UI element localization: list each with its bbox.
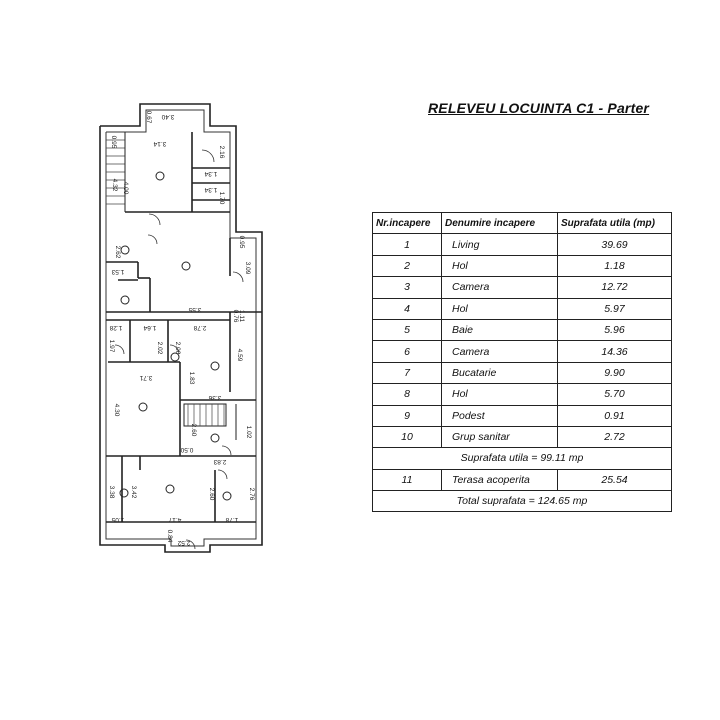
room-marker-icon (166, 485, 174, 493)
dimension-label: 2.00 (174, 341, 181, 355)
room-marker-icon (223, 492, 231, 500)
dimension-label: 2.83 (213, 458, 227, 465)
dimension-label: 1.97 (108, 339, 115, 353)
dimension-label: 1.34 (204, 186, 218, 193)
dimension-label: 0.95 (110, 135, 117, 149)
room-nr: 3 (373, 277, 442, 298)
dimension-label: 0.50 (180, 446, 194, 453)
dimension-label: 1.28 (109, 324, 123, 331)
room-marker-icon (211, 434, 219, 442)
room-nr: 5 (373, 319, 442, 340)
dimension-label: 2.76 (248, 487, 255, 501)
room-name: Camera (442, 341, 558, 362)
table-row (373, 298, 672, 319)
dimension-label: 4.32 (111, 178, 118, 192)
room-name: Baie (442, 319, 558, 340)
total-row (373, 491, 672, 512)
room-name: Hol (442, 255, 558, 276)
subtotal-row (373, 448, 672, 469)
dimension-label: 1.34 (204, 170, 218, 177)
dimension-label: 1.53 (111, 268, 125, 275)
dimension-label: 1.83 (188, 371, 195, 385)
room-nr: 1 (373, 234, 442, 255)
dimension-label: 1.70 (218, 191, 225, 205)
room-name: Living (442, 234, 558, 255)
dimension-label: 0.84 (166, 529, 173, 543)
room-area: 39.69 (558, 234, 672, 255)
dimension-label: 3.42 (130, 485, 137, 499)
door-swing (149, 214, 160, 225)
room-marker-icon (156, 172, 164, 180)
door-swing (202, 150, 214, 162)
dimension-label: 3.71 (139, 374, 153, 381)
room-name: Grup sanitar (442, 426, 558, 447)
terrace-row (373, 469, 672, 490)
dimension-label: 3.09 (244, 261, 251, 275)
dimension-label: 2.02 (156, 341, 163, 355)
room-area: 5.96 (558, 319, 672, 340)
room-name: Camera (442, 277, 558, 298)
total-text: Total suprafata = 124.65 mp (373, 491, 672, 512)
table-row (373, 319, 672, 340)
table-row (373, 341, 672, 362)
terrace-name: Terasa acoperita (442, 469, 558, 490)
table-row (373, 426, 672, 447)
dimension-label: 2.62 (114, 245, 121, 259)
room-nr: 6 (373, 341, 442, 362)
room-nr: 4 (373, 298, 442, 319)
room-nr: 10 (373, 426, 442, 447)
dimension-label: 3.36 (208, 394, 222, 401)
inner-wall (106, 110, 256, 546)
dimension-label: 3.14 (153, 140, 167, 147)
room-marker-icon (211, 362, 219, 370)
room-area: 9.90 (558, 362, 672, 383)
dimension-label: 3.38 (108, 485, 115, 499)
dimension-label: 3.55 (188, 306, 202, 313)
door-swing (115, 345, 124, 354)
room-name: Bucatarie (442, 362, 558, 383)
dimension-label: 2.60 (208, 487, 215, 501)
header-area: Suprafata utila (mp) (558, 213, 672, 234)
door-swing (222, 446, 231, 455)
room-marker-icon (121, 296, 129, 304)
room-marker-icon (182, 262, 190, 270)
header-nr: Nr.incapere (373, 213, 442, 234)
dimension-label: 2.78 (193, 324, 207, 331)
dimension-label: 1.11 (238, 309, 245, 323)
room-area: 2.72 (558, 426, 672, 447)
header-name: Denumire incapere (442, 213, 558, 234)
room-area: 1.18 (558, 255, 672, 276)
door-swing (233, 272, 243, 282)
table-row (373, 362, 672, 383)
rooms-table (372, 212, 672, 512)
dimension-label: 0.67 (145, 110, 152, 124)
subtotal-text: Suprafata utila = 99.11 mp (373, 448, 672, 469)
door-swing (218, 470, 227, 479)
dimension-label: 1.78 (225, 516, 239, 523)
table-row (373, 384, 672, 405)
terrace-nr: 11 (373, 469, 442, 490)
room-area: 5.70 (558, 384, 672, 405)
door-swing (148, 235, 157, 244)
outer-wall (100, 104, 262, 552)
room-area: 0.91 (558, 405, 672, 426)
room-area: 14.36 (558, 341, 672, 362)
room-area: 5.97 (558, 298, 672, 319)
dimension-label: 1.05 (111, 516, 125, 523)
room-name: Hol (442, 384, 558, 405)
terrace-area: 25.54 (558, 469, 672, 490)
dimension-label: 2.16 (218, 145, 225, 159)
dimension-label: 0.76 (232, 309, 239, 323)
table-row (373, 405, 672, 426)
table-header-row (373, 213, 672, 234)
table-row (373, 255, 672, 276)
room-marker-icon (121, 246, 129, 254)
table-row (373, 277, 672, 298)
room-nr: 8 (373, 384, 442, 405)
room-nr: 7 (373, 362, 442, 383)
room-name: Hol (442, 298, 558, 319)
dimension-label: 4.00 (122, 181, 129, 195)
dimension-label: 3.40 (161, 113, 175, 120)
dimension-label: 0.95 (238, 235, 245, 249)
dimension-label: 2.60 (190, 423, 197, 437)
room-nr: 9 (373, 405, 442, 426)
dimension-label: 4.30 (113, 403, 120, 417)
room-name: Podest (442, 405, 558, 426)
room-marker-icon (139, 403, 147, 411)
room-area: 12.72 (558, 277, 672, 298)
dimension-label: 2.52 (177, 539, 191, 546)
plan-title: RELEVEU LOCUINTA C1 - Parter (428, 100, 650, 116)
dimension-label: 1.02 (245, 425, 252, 439)
table-row (373, 234, 672, 255)
dimension-label: 4.59 (236, 348, 243, 362)
dimension-label: 4.17 (168, 516, 182, 523)
dimension-label: 1.64 (143, 324, 157, 331)
room-nr: 2 (373, 255, 442, 276)
